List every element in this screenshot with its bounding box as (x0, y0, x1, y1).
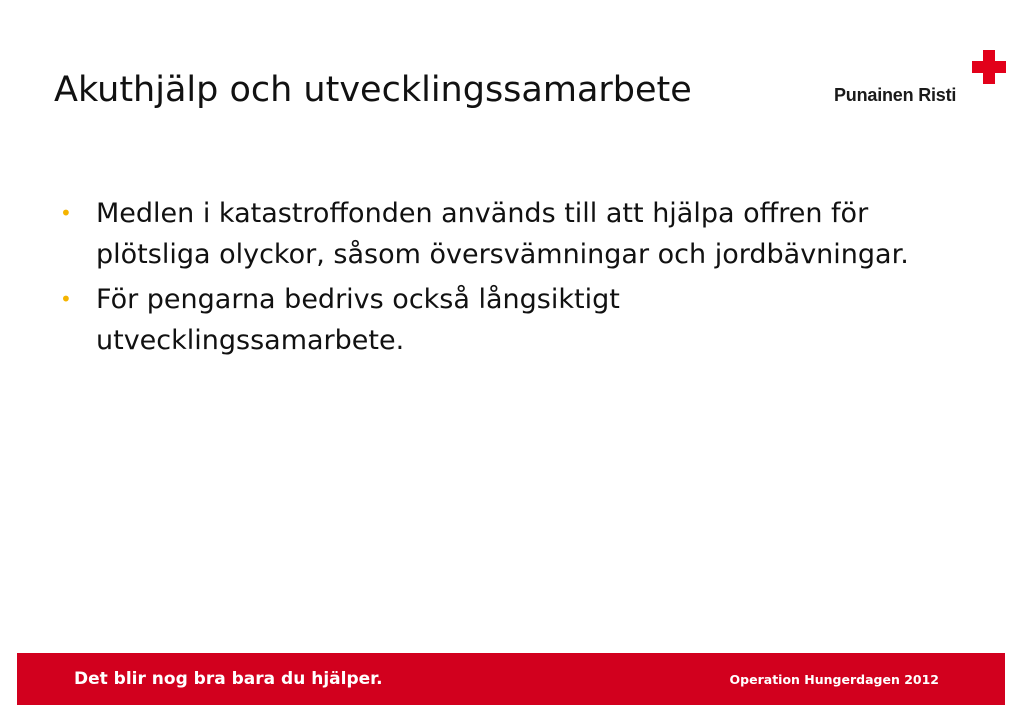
bullet-list (60, 193, 930, 365)
slide-title: Akuthjälp och utvecklingssamarbete (54, 70, 692, 110)
cross-horizontal-bar (972, 61, 1006, 73)
bullet-item-development-cooperation (60, 279, 930, 361)
footer-campaign-name: Operation Hungerdagen 2012 (729, 672, 939, 687)
footer-banner (17, 653, 1005, 705)
bullet-text: Medlen i katastroffonden används till att hjälpa offren för plötsliga olyckor, såsom översvämningar och jordbävningar. (96, 198, 909, 270)
bullet-text: För pengarna bedrivs också långsiktigt utvecklingssamarbete. (96, 284, 620, 356)
bullet-marker-icon: • (60, 287, 72, 311)
bullet-item-disaster-fund (60, 193, 930, 275)
footer-slogan: Det blir nog bra bara du hjälper. (74, 669, 383, 689)
bullet-marker-icon: • (60, 201, 72, 225)
red-cross-icon (972, 50, 1006, 84)
logo-wordmark: Punainen Risti (834, 85, 957, 105)
red-cross-logo (834, 50, 1006, 110)
